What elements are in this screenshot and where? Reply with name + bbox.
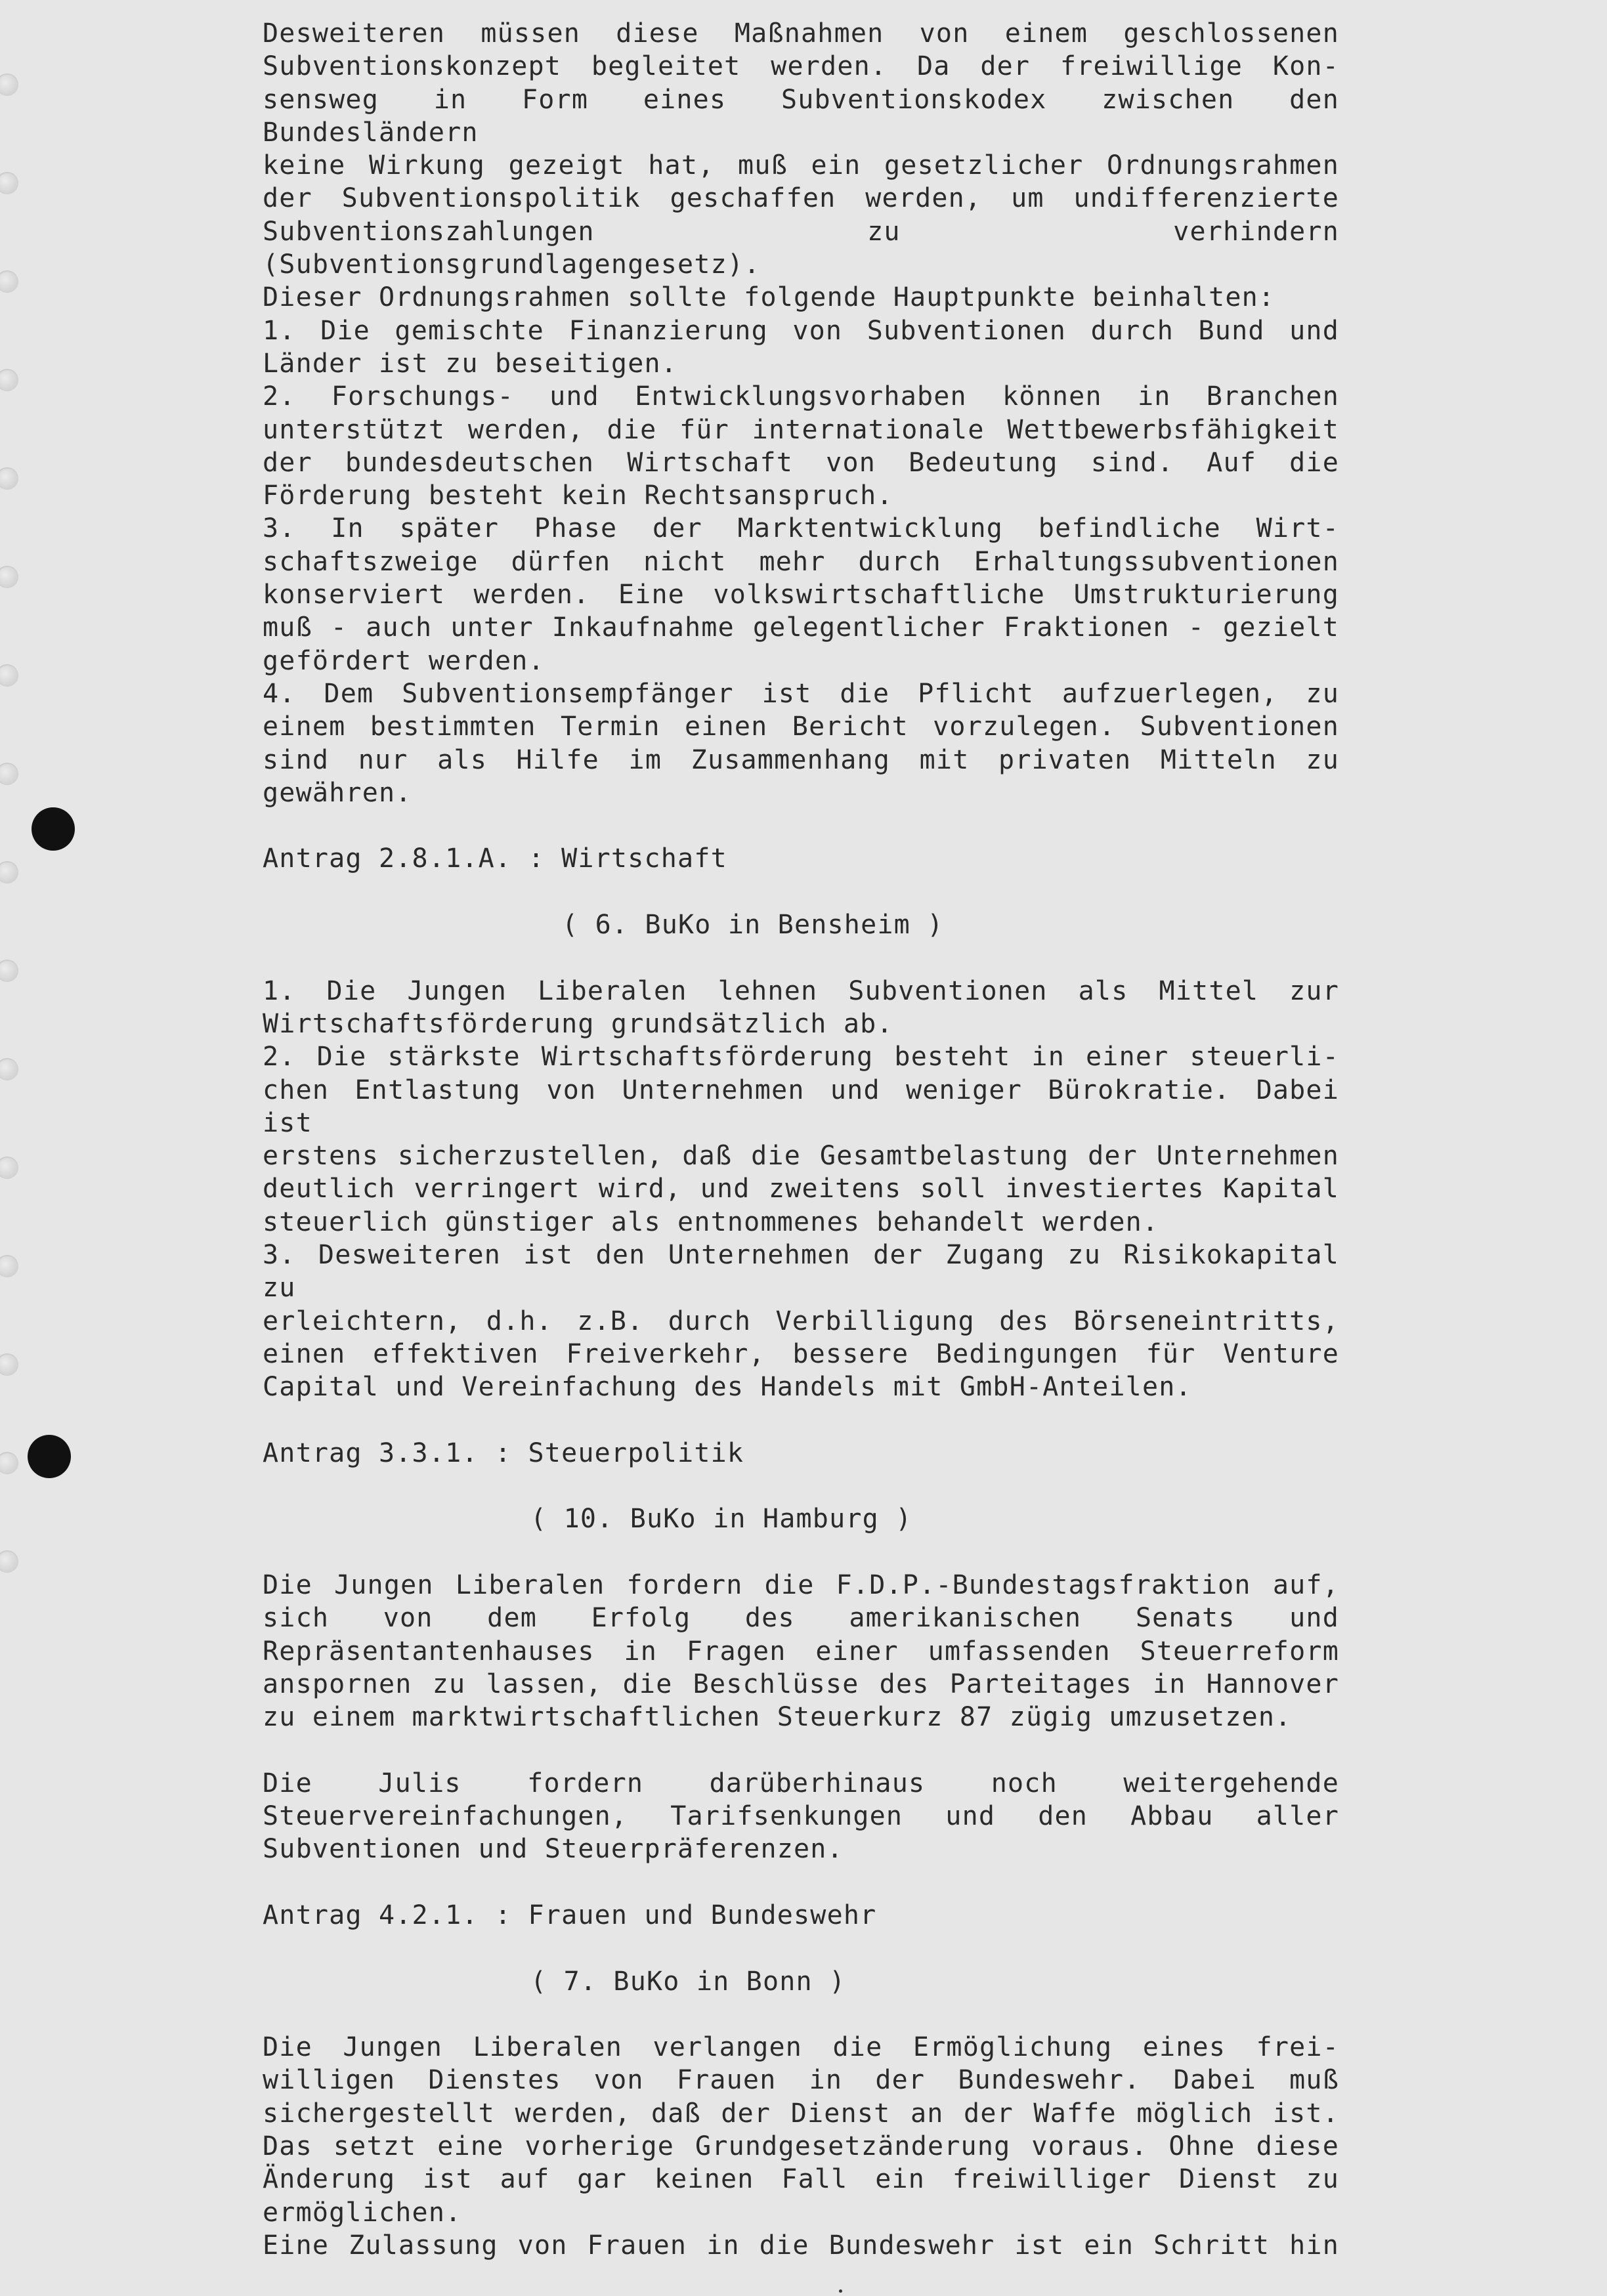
text-line: Die Jungen Liberalen verlangen die Ermöglichung eines frei- — [263, 2032, 1339, 2063]
binder-hole-mark — [0, 1452, 18, 1474]
text-line: muß - auch unter Inkaufnahme gelegentlicher Fraktionen - gezielt — [263, 612, 1339, 643]
text-line: chen Entlastung von Unternehmen und weniger Bürokratie. Dabei ist — [263, 1074, 1339, 1138]
text-line: 4. Dem Subventionsempfänger ist die Pflicht aufzuerlegen, zu — [263, 678, 1339, 709]
antrag-heading: Antrag 2.8.1.A. : Wirtschaft — [263, 843, 727, 874]
text-line: konserviert werden. Eine volkswirtschaftliche Umstrukturierung — [263, 580, 1339, 610]
text-line: sensweg in Form eines Subventionskodex zwischen den Bundesländern — [263, 84, 1339, 148]
binder-hole-mark — [0, 1157, 18, 1179]
text-line: 1. Die Jungen Liberalen lehnen Subventionen als Mittel zur — [263, 975, 1339, 1006]
antrag-heading: Antrag 3.3.1. : Steuerpolitik — [263, 1437, 744, 1468]
text-line: Desweiteren müssen diese Maßnahmen von einem geschlossenen — [263, 18, 1339, 49]
text-line: Capital und Vereinfachung des Handels mit GmbH-Anteilen. — [263, 1372, 1192, 1403]
text-line: gefördert werden. — [263, 645, 545, 676]
text-line: keine Wirkung gezeigt hat, muß ein gesetzlicher Ordnungsrahmen — [263, 150, 1339, 181]
text-line: steuerlich günstiger als entnommenes behandelt werden. — [263, 1206, 1159, 1237]
text-line: 2. Forschungs- und Entwicklungsvorhaben können in Branchen — [263, 381, 1339, 412]
text-line: Länder ist zu beseitigen. — [263, 348, 678, 379]
text-line: Subventionszahlungen zu verhindern (Subventionsgrundlagengesetz). — [263, 216, 1339, 280]
text-line: schaftszweige dürfen nicht mehr durch Erhaltungssubventionen — [263, 546, 1339, 577]
binder-hole-mark — [0, 1550, 18, 1573]
text-line: einen effektiven Freiverkehr, bessere Bedingungen für Venture — [263, 1338, 1339, 1369]
text-line: willigen Dienstes von Frauen in der Bundeswehr. Dabei muß — [263, 2065, 1339, 2096]
text-line: sich von dem Erfolg des amerikanischen Senats und — [263, 1603, 1339, 1634]
text-line: erstens sicherzustellen, daß die Gesamtbelastung der Unternehmen — [263, 1141, 1339, 1172]
antrag-body — [263, 2031, 1339, 2262]
text-line: Dieser Ordnungsrahmen sollte folgende Hauptpunkte beinhalten: — [263, 282, 1275, 313]
text-line: Die Julis fordern darüberhinaus noch weitergehende — [263, 1768, 1339, 1798]
binder-hole-mark — [0, 1255, 18, 1277]
binder-hole-mark — [0, 74, 18, 96]
text-line: Wirtschaftsförderung grundsätzlich ab. — [263, 1008, 893, 1039]
text-line: sichergestellt werden, daß der Dienst an der Waffe möglich ist. — [263, 2098, 1339, 2129]
text-line: Die Jungen Liberalen fordern die F.D.P.-Bundestagsfraktion auf, — [263, 1569, 1339, 1600]
binder-hole-mark — [0, 1058, 18, 1080]
antrag-venue: ( 7. BuKo in Bonn ) — [530, 1966, 846, 1997]
punch-hole — [28, 1435, 71, 1478]
binder-hole-mark — [0, 467, 18, 490]
text-line: 3. In später Phase der Marktentwicklung befindliche Wirt- — [263, 513, 1339, 544]
binder-hole-mark — [0, 566, 18, 588]
antrag-body — [263, 1767, 1339, 1866]
antrag-body — [263, 975, 1339, 1404]
text-line: sind nur als Hilfe im Zusammenhang mit privaten Mitteln zu — [263, 744, 1339, 775]
binder-hole-mark — [0, 369, 18, 391]
antrag-venue: ( 6. BuKo in Bensheim ) — [562, 910, 944, 941]
text-line: der bundesdeutschen Wirtschaft von Bedeutung sind. Auf die — [263, 447, 1339, 478]
text-line: zu einem marktwirtschaftlichen Steuerkurz 87 zügig umzusetzen. — [263, 1702, 1292, 1733]
antrag-heading: Antrag 4.2.1. : Frauen und Bundeswehr — [263, 1900, 877, 1930]
text-line: 3. Desweiteren ist den Unternehmen der Zugang zu Risikokapital zu — [263, 1239, 1339, 1304]
text-line: Repräsentantenhauses in Fragen einer umfassenden Steuerreform — [263, 1636, 1339, 1667]
text-line: unterstützt werden, die für internationale Wettbewerbsfähigkeit — [263, 414, 1339, 445]
text-line: Steuervereinfachungen, Tarifsenkungen und den Abbau aller — [263, 1801, 1339, 1832]
text-line: Förderung besteht kein Rechtsanspruch. — [263, 480, 893, 511]
text-line: Subventionskonzept begleitet werden. Da der freiwillige Kon- — [263, 51, 1339, 82]
binder-hole-mark — [0, 270, 18, 293]
text-line: ermöglichen. — [263, 2197, 462, 2228]
text-line: gewähren. — [263, 777, 412, 808]
binder-hole-mark — [0, 1353, 18, 1376]
text-line: Eine Zulassung von Frauen in die Bundeswehr ist ein Schritt hin — [263, 2230, 1339, 2261]
text-line: anspornen zu lassen, die Beschlüsse des Parteitages in Hannover — [263, 1669, 1339, 1699]
stray-mark — [839, 2289, 842, 2293]
binder-hole-mark — [0, 664, 18, 687]
intro-paragraph — [263, 17, 1339, 809]
text-line: 1. Die gemischte Finanzierung von Subventionen durch Bund und — [263, 315, 1339, 346]
text-line: erleichtern, d.h. z.B. durch Verbilligung des Börseneintritts, — [263, 1306, 1339, 1336]
antrag-body — [263, 1569, 1339, 1733]
punch-hole — [32, 807, 75, 851]
document-body — [263, 17, 1339, 2262]
binder-hole-mark — [0, 960, 18, 982]
text-line: Das setzt eine vorherige Grundgesetzänderung voraus. Ohne diese — [263, 2131, 1339, 2161]
antrag-venue: ( 10. BuKo in Hamburg ) — [530, 1504, 912, 1535]
text-line: der Subventionspolitik geschaffen werden, um undifferenzierte — [263, 183, 1339, 214]
text-line: Subventionen und Steuerpräferenzen. — [263, 1834, 844, 1865]
binder-hole-mark — [0, 172, 18, 194]
text-line: 2. Die stärkste Wirtschaftsförderung besteht in einer steuerli- — [263, 1042, 1339, 1073]
text-line: deutlich verringert wird, und zweitens soll investiertes Kapital — [263, 1174, 1339, 1204]
text-line: Änderung ist auf gar keinen Fall ein freiwilliger Dienst zu — [263, 2164, 1339, 2195]
binder-hole-mark — [0, 763, 18, 785]
text-line: einem bestimmten Termin einen Bericht vorzulegen. Subventionen — [263, 712, 1339, 742]
binder-hole-mark — [0, 861, 18, 883]
